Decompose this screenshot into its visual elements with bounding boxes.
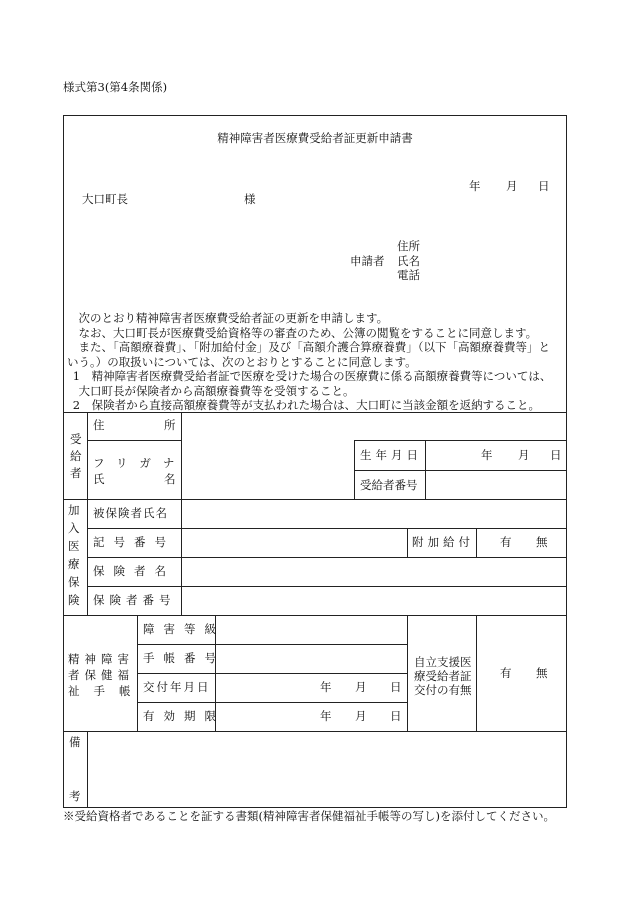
symbol-number-field[interactable] <box>182 529 406 556</box>
handbook-number-label: 手帳番号 <box>143 651 225 665</box>
rule <box>407 615 408 731</box>
insured-name-field[interactable] <box>182 500 566 527</box>
additional-benefit-yes[interactable]: 有 <box>500 535 512 549</box>
furigana-label: フリガナ <box>93 456 187 470</box>
rule <box>354 440 567 441</box>
rule <box>87 412 88 615</box>
disability-grade-label: 障害等級 <box>143 622 225 636</box>
address-label-2: 所 <box>164 418 176 432</box>
applicant-phone-label: 電話 <box>397 268 420 282</box>
statement-intro: 次のとおり精神障害者医療費受給者証の更新を申請します。 <box>78 311 389 325</box>
recipient-group-label-2: 給 <box>70 449 82 463</box>
symbol-number-label: 記号番号 <box>93 535 175 549</box>
footnote: ※受給資格者であることを証する書類(精神障害者保健福祉手帳等の写し)を添付してください。 <box>63 809 555 823</box>
date-year: 年 <box>469 179 481 193</box>
rule <box>354 440 355 499</box>
address-field[interactable] <box>182 413 566 439</box>
address-label-1: 住 <box>93 418 105 432</box>
date-month: 月 <box>506 179 518 193</box>
date-day: 日 <box>538 179 550 193</box>
additional-benefit-no[interactable]: 無 <box>536 535 548 549</box>
remarks-label-bottom: 考 <box>69 789 81 803</box>
name-label-2: 名 <box>164 472 176 486</box>
remarks-field[interactable] <box>88 732 566 807</box>
rule <box>476 615 477 731</box>
issue-month-label: 月 <box>355 680 367 694</box>
statement-item-2: 2 保険者から直接高額療養費等が支払われた場合は、大口町に当該金額を返納すること。 <box>72 398 541 412</box>
support-yes[interactable]: 有 <box>500 666 512 680</box>
rule <box>476 528 477 557</box>
rule <box>87 440 181 441</box>
name-label-1: 氏 <box>93 472 105 486</box>
additional-benefit-label: 附加給付 <box>412 535 474 549</box>
form-number: 様式第3(第4条関係) <box>63 80 168 94</box>
rule <box>137 673 407 674</box>
handbook-group-label-2: 者保健福 <box>68 668 134 682</box>
recipient-group-label-3: 者 <box>70 466 82 480</box>
support-label-1: 自立支援医 <box>414 655 472 669</box>
insurer-number-label: 保険者番号 <box>93 593 176 607</box>
disability-grade-field[interactable] <box>216 616 406 643</box>
birth-day-label: 日 <box>550 448 562 462</box>
applicant-name-label: 氏名 <box>397 254 420 268</box>
expiry-day-label: 日 <box>390 709 402 723</box>
expiry-month-label: 月 <box>355 709 367 723</box>
applicant-address-label: 住所 <box>397 239 420 253</box>
birth-year-label: 年 <box>481 448 493 462</box>
addressee-honorific: 様 <box>244 192 256 206</box>
issue-year-label: 年 <box>320 680 332 694</box>
recipient-number-field[interactable] <box>426 471 566 498</box>
recipient-name-field[interactable] <box>182 441 353 498</box>
birth-month-label: 月 <box>518 448 530 462</box>
statement-consent: なお、大口町長が医療費受給資格等の審査のため、公簿の閲覧をすることに同意します。 <box>78 325 538 340</box>
insurer-name-label: 保険者名 <box>93 564 175 578</box>
insurer-number-field[interactable] <box>182 587 566 614</box>
statement-item-1: 1 精神障害者医療費受給者証で医療を受けた場合の医療費に係る高額療養費等については、 <box>72 369 552 383</box>
support-label-2: 療受給者証 <box>414 669 472 683</box>
recipient-number-label: 受給者番号 <box>360 478 418 492</box>
insurance-group-label-3: 医 <box>68 539 80 553</box>
support-label-3: 交付の有無 <box>414 683 472 697</box>
applicant-label: 申請者 <box>350 254 385 268</box>
form-title: 精神障害者医療費受給者証更新申請書 <box>217 131 413 145</box>
issue-date-label: 交付年月日 <box>143 680 211 694</box>
handbook-group-label-3: 祉手帳 <box>68 684 145 698</box>
issue-day-label: 日 <box>390 680 402 694</box>
birthdate-label: 生年月日 <box>360 448 422 462</box>
handbook-number-field[interactable] <box>216 645 406 672</box>
rule <box>137 702 407 703</box>
rule <box>137 615 138 731</box>
insurance-group-label-2: 入 <box>68 521 80 535</box>
expiry-label: 有効期限 <box>143 709 225 723</box>
insured-name-label: 被保険者氏名 <box>93 506 168 520</box>
statement-definition: また、「高額療養費」、「附加給付金」及び「高額介護合算療養費」（以下「高額療養費等」と <box>78 340 550 354</box>
statement-item-1-cont: 大口町長が保険者から高額療養費等を受領すること。 <box>78 383 355 398</box>
support-no[interactable]: 無 <box>536 666 548 680</box>
insurance-group-label-4: 療 <box>68 557 80 571</box>
statement-definition-cont: いう。）の取扱いについては、次のとおりとすることに同意します。 <box>67 354 417 369</box>
expiry-year-label: 年 <box>320 709 332 723</box>
insurer-name-field[interactable] <box>182 558 566 585</box>
rule <box>407 528 408 557</box>
insurance-group-label-1: 加 <box>68 503 80 517</box>
addressee-name: 大口町長 <box>82 192 128 206</box>
handbook-group-label-1: 精神障害 <box>68 652 134 666</box>
insurance-group-label-6: 険 <box>68 593 80 607</box>
recipient-group-label-1: 受 <box>70 432 82 446</box>
insurance-group-label-5: 保 <box>68 575 80 589</box>
remarks-label-top: 備 <box>69 735 81 749</box>
